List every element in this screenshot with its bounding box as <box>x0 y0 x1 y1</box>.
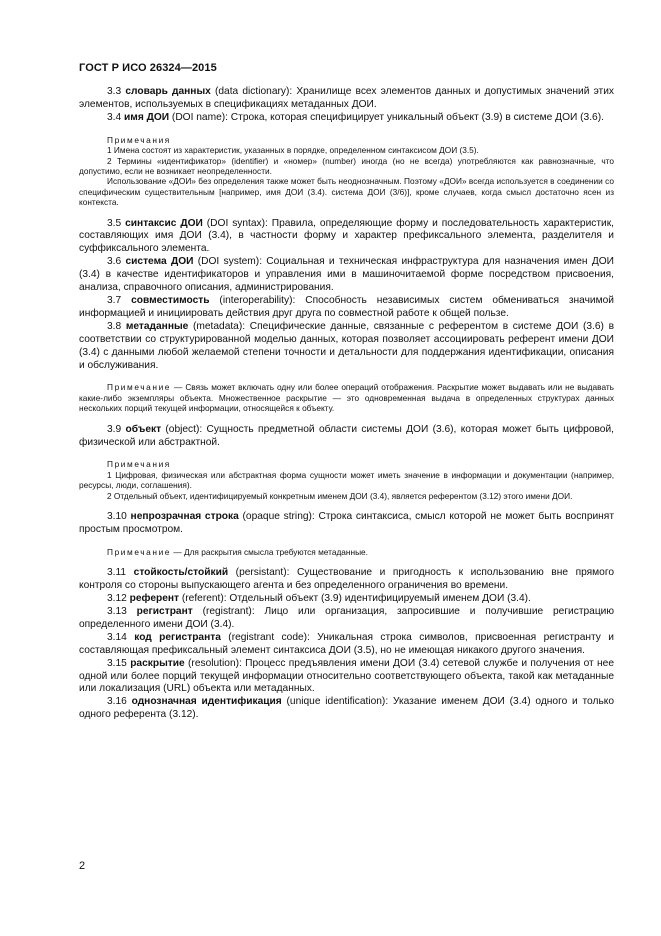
term-3-8: метаданные <box>125 320 189 332</box>
definition-3-11: 3.11 стойкость/стойкий (persistant): Существование и пригодность к использованию вне прямого контроля со стороны выпускающего агента и без определенного ограничения во времени. <box>79 567 614 592</box>
note-2-heading: Примечание <box>107 382 172 393</box>
definition-3-13: 3.13 регистрант (registrant): Лицо или организация, запросившие и получившие регистрацию определенного имени ДОИ (3.4). <box>79 606 614 630</box>
term-3-16: однозначная идентификация <box>131 696 282 708</box>
note-4: Примечание — Для раскрытия смысла требуются метаданные. <box>107 546 368 557</box>
term-3-13: регистрант <box>136 606 193 618</box>
definition-3-6: 3.6 система ДОИ (DOI system): Социальная и техническая инфраструктура для назначения имен ДОИ (3.4) в качестве идентификаторов и управления ими в машиночитаемой форме посредством присвоения, анализа, справочного описания, администрирования. <box>79 256 614 294</box>
page-content <box>79 86 614 722</box>
term-3-9: объект <box>125 423 162 435</box>
definition-3-15: 3.15 раскрытие (resolution): Процесс предъявления имени ДОИ (3.4) сетевой службе и получения от нее одной или более порций текущей информации относительно соответствующего объекта, такой как метаданные или локализация (URL) объекта или метаданных. <box>79 657 614 695</box>
definition-3-16: 3.16 однозначная идентификация (unique identification): Указание именем ДОИ (3.4) одного и только одного референта (3.12). <box>79 696 614 721</box>
definition-3-10: 3.10 непрозрачная строка (opaque string): Строка синтаксиса, смысл которой не может быть воспринят простым просмотром. <box>79 511 614 535</box>
term-3-5: синтаксис ДОИ <box>125 217 203 229</box>
standard-header: ГОСТ Р ИСО 26324—2015 <box>79 62 217 74</box>
note-1-item-1: 1 Имена состоят из характеристик, указанных в порядке, определенном синтаксисом ДОИ (3.5). <box>107 145 479 156</box>
definition-3-14: 3.14 код регистранта (registrant code): Уникальная строка символов, присвоенная регистранту и составляющая префиксальный элемент синтаксиса ДОИ (3.5), но не имеющая никакого другого значения. <box>79 631 614 656</box>
term-3-14: код регистранта <box>134 631 221 643</box>
definition-3-7: 3.7 совместимость (interoperability): Способность независимых систем обмениваться значимой информацией и инициировать действия друг друга по совместной работе к общей пользе. <box>79 295 614 319</box>
definition-3-12: 3.12 референт (referent): Отдельный объект (3.9) идентифицируемый именем ДОИ (3.4). <box>107 593 531 605</box>
term-3-6: система ДОИ <box>125 256 194 268</box>
definition-3-8: 3.8 метаданные (metadata): Специфические данные, связанные с референтом в системе ДОИ (3.6) в соответствии со структурированной моделью данных, которая позволяет ассоциировать референт имени ДОИ (3.4) с данными любой желаемой степени точности и детальности для поддержания идентификации, описания и обслуживания. <box>79 320 614 371</box>
note-1-item-3: Использование «ДОИ» без определения также может быть неоднозначным. Поэтому «ДОИ» всегда используется в соединении со специфическим существительным [например, имя ДОИ (3.4). система ДОИ (3/6)], кроме случаев, когда смысл достаточно ясен из контекста. <box>79 176 614 208</box>
note-2: Примечание — Связь может включать одну или более операций отображения. Раскрытие может выдавать или не выдавать какие-либо экземпляры объекта. Множественное раскрытие — это одновременная выдача в определенных структурах данных нескольких порций текущей информации, относящейся к объекту. <box>79 382 614 414</box>
term-3-15: раскрытие <box>130 657 185 669</box>
page-number: 2 <box>79 860 86 872</box>
notes-heading-3: Примечания <box>107 459 171 470</box>
note-1-item-2: 2 Термины «идентификатор» (identifier) и «номер» (number) иногда (но не всегда) употребляются как равнозначные, что допустимо, если не возникает неопределенности. <box>79 155 614 176</box>
notes-heading-1: Примечания <box>107 134 171 145</box>
definition-3-4: 3.4 имя ДОИ (DOI name): Строка, которая специфицирует уникальный объект (3.9) в системе ДОИ (3.6). <box>107 111 604 123</box>
note-4-heading: Примечание <box>107 546 172 557</box>
term-3-7: совместимость <box>131 295 210 306</box>
term-3-10: непрозрачная строка <box>130 511 239 523</box>
term-3-11: стойкость/стойкий <box>133 567 229 579</box>
term-3-3: словарь данных <box>125 86 211 97</box>
term-3-4: имя ДОИ <box>124 111 170 123</box>
definition-3-3: 3.3 словарь данных (data dictionary): Хранилище всех элементов данных и допустимых значений этих элементов, используемых в спецификациях метаданных ДОИ. <box>79 86 614 110</box>
note-3-item-2: 2 Отдельный объект, идентифицируемый конкретным именем ДОИ (3.4), является референтом (3.12) этого имени ДОИ. <box>107 490 573 501</box>
definition-3-9: 3.9 объект (object): Сущность предметной области системы ДОИ (3.6), которая может быть цифровой, физической или абстрактной. <box>79 423 614 448</box>
term-3-12: референт <box>129 593 180 605</box>
definition-3-5: 3.5 синтаксис ДОИ (DOI syntax): Правила, определяющие форму и последовательность характеристик, составляющих имя ДОИ (3.4), в частности форму и характер префиксального элемента, разделителя и суффиксального элемента. <box>79 217 614 255</box>
note-3-item-1: 1 Цифровая, физическая или абстрактная форма сущности может иметь значение в информации и документации (например, ресурсы, люди, соглашения). <box>79 469 614 491</box>
